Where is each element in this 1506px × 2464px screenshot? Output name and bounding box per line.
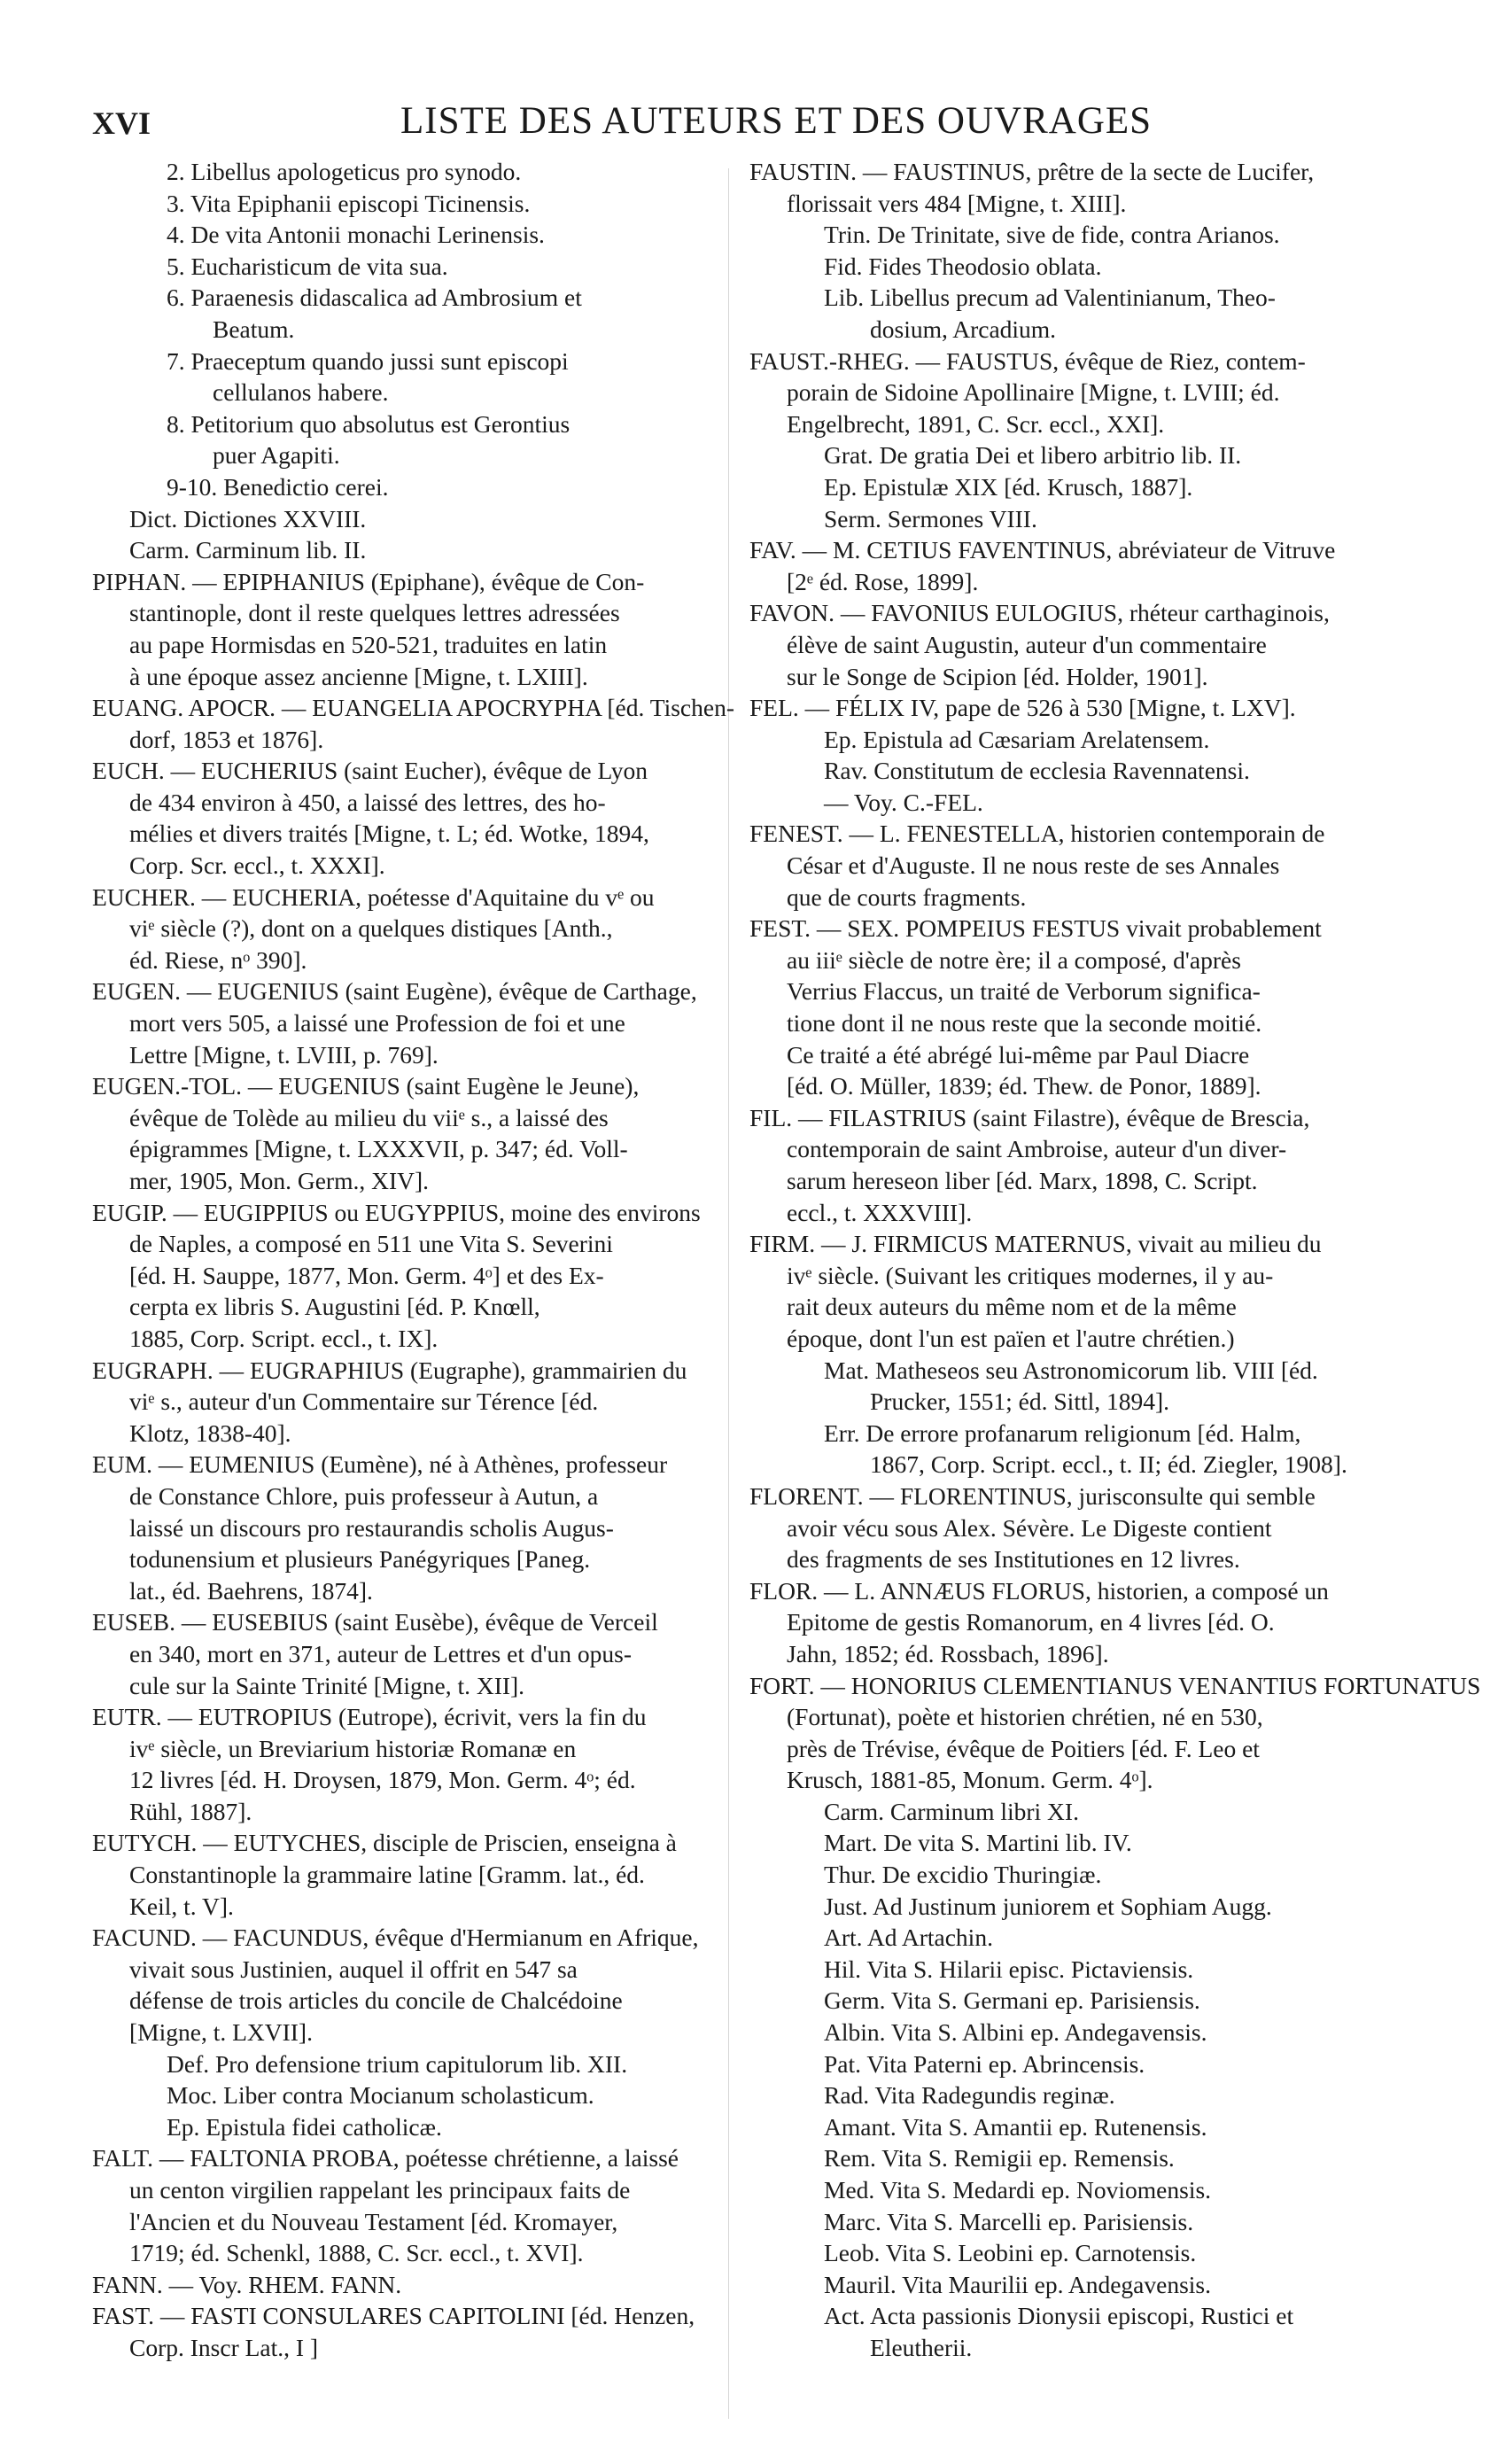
text-line: FIL. — FILASTRIUS (saint Filastre), évêque de Brescia, bbox=[749, 1103, 1310, 1131]
text-line: Lib. Libellus precum ad Valentinianum, Theo- bbox=[824, 284, 1276, 312]
text-line: [éd. H. Sauppe, 1877, Mon. Germ. 4ᵒ] et des Ex- bbox=[129, 1261, 604, 1289]
text-line: EUGRAPH. — EUGRAPHIUS (Eugraphe), grammairien du bbox=[92, 1356, 687, 1384]
text-line: ivᵉ siècle. (Suivant les critiques modernes, il y au- bbox=[787, 1261, 1274, 1289]
text-line: FEST. — SEX. POMPEIUS FESTUS vivait probablement bbox=[749, 914, 1322, 943]
text-line: EUCHER. — EUCHERIA, poétesse d'Aquitaine du vᵉ ou bbox=[92, 882, 655, 911]
text-line: Rav. Constitutum de ecclesia Ravennatensi. bbox=[824, 757, 1250, 785]
text-line: un centon virgilien rappelant les principaux faits de bbox=[129, 2176, 631, 2204]
text-line: sarum hereseon liber [éd. Marx, 1898, C. Script. bbox=[787, 1167, 1258, 1194]
text-line: de Constance Chlore, puis professeur à Autun, a bbox=[129, 1481, 599, 1510]
text-line: Mauril. Vita Maurilii ep. Andegavensis. bbox=[824, 2270, 1212, 2298]
text-line: de Naples, a composé en 511 une Vita S. Severini bbox=[129, 1230, 613, 1258]
text-line: FAUST.-RHEG. — FAUSTUS, évêque de Riez, contem- bbox=[749, 346, 1306, 375]
text-line: Marc. Vita S. Marcelli ep. Parisiensis. bbox=[824, 2207, 1194, 2235]
text-line: époque, dont l'un est païen et l'autre chrétien.) bbox=[787, 1324, 1235, 1352]
text-line: Engelbrecht, 1891, C. Scr. eccl., XXI]. bbox=[787, 409, 1165, 438]
text-line: avoir vécu sous Alex. Sévère. Le Digeste contient bbox=[787, 1513, 1272, 1542]
text-line: 1719; éd. Schenkl, 1888, C. Scr. eccl., t. XVI]. bbox=[129, 2239, 584, 2267]
text-line: évêque de Tolède au milieu du viiᵉ s., a laissé des bbox=[129, 1103, 609, 1131]
text-line: EUM. — EUMENIUS (Eumène), né à Athènes, professeur bbox=[92, 1450, 668, 1479]
text-line: FAV. — M. CETIUS FAVENTINUS, abréviateur de Vitruve bbox=[749, 536, 1336, 564]
text-line: Keil, t. V]. bbox=[129, 1892, 234, 1920]
text-line: FORT. — HONORIUS CLEMENTIANUS VENANTIUS FORTUNATUS bbox=[749, 1671, 1481, 1699]
text-line: todunensium et plusieurs Panégyriques [Paneg. bbox=[129, 1545, 591, 1574]
text-line: Jahn, 1852; éd. Rossbach, 1896]. bbox=[787, 1639, 1109, 1667]
text-line: 12 livres [éd. H. Droysen, 1879, Mon. Germ. 4ᵒ; éd. bbox=[129, 1766, 636, 1794]
text-line: dorf, 1853 et 1876]. bbox=[129, 725, 324, 753]
text-line: Leob. Vita S. Leobini ep. Carnotensis. bbox=[824, 2239, 1197, 2267]
text-line: 2. Libellus apologeticus pro synodo. bbox=[167, 158, 522, 185]
text-line: 6. Paraenesis didascalica ad Ambrosium et bbox=[167, 284, 582, 312]
text-line: Art. Ad Artachin. bbox=[824, 1924, 993, 1952]
text-line: Rühl, 1887]. bbox=[129, 1797, 252, 1825]
text-line: 9-10. Benedictio cerei. bbox=[167, 472, 389, 501]
page-number: XVI bbox=[92, 105, 151, 141]
text-line: Corp. Inscr Lat., I ] bbox=[129, 2333, 319, 2361]
text-line: 3. Vita Epiphanii episcopi Ticinensis. bbox=[167, 189, 531, 217]
text-line: mort vers 505, a laissé une Profession de foi et une bbox=[129, 1009, 625, 1038]
text-line: mélies et divers traités [Migne, t. L; éd. Wotke, 1894, bbox=[129, 820, 649, 848]
text-line: FEL. — FÉLIX IV, pape de 526 à 530 [Migne, t. LXV]. bbox=[749, 694, 1296, 722]
column-divider bbox=[728, 168, 729, 2419]
text-line: Germ. Vita S. Germani ep. Parisiensis. bbox=[824, 1986, 1200, 2015]
right-column bbox=[749, 156, 1481, 2364]
text-line: au iiiᵉ siècle de notre ère; il a composé, d'après bbox=[787, 945, 1241, 974]
text-line: FACUND. — FACUNDUS, évêque d'Hermianum en Afrique, bbox=[92, 1924, 699, 1952]
text-line: Ep. Epistula ad Cæsariam Arelatensem. bbox=[824, 725, 1210, 753]
text-line: [2ᵉ éd. Rose, 1899]. bbox=[787, 567, 979, 595]
text-line: Err. De errore profanarum religionum [éd. Halm, bbox=[824, 1419, 1301, 1447]
text-line: cerpta ex libris S. Augustini [éd. P. Knœll, bbox=[129, 1293, 540, 1321]
text-line: lat., éd. Baehrens, 1874]. bbox=[129, 1576, 373, 1605]
text-line: FLOR. — L. ANNÆUS FLORUS, historien, a composé un bbox=[749, 1576, 1329, 1605]
text-line: 8. Petitorium quo absolutus est Gerontius bbox=[167, 409, 571, 438]
text-line: Mat. Matheseos seu Astronomicorum lib. VIII [éd. bbox=[824, 1356, 1318, 1384]
text-line: FLORENT. — FLORENTINUS, jurisconsulte qui semble bbox=[749, 1481, 1316, 1510]
text-line: 4. De vita Antonii monachi Lerinensis. bbox=[167, 221, 545, 249]
text-line: Ce traité a été abrégé lui-même par Paul Diacre bbox=[787, 1040, 1250, 1069]
text-line: cule sur la Sainte Trinité [Migne, t. XII]. bbox=[129, 1671, 525, 1699]
text-line: puer Agapiti. bbox=[213, 441, 340, 470]
text-line: Just. Ad Justinum juniorem et Sophiam Augg. bbox=[824, 1892, 1272, 1920]
text-line: Act. Acta passionis Dionysii episcopi, Rustici et bbox=[824, 2302, 1294, 2330]
left-column bbox=[92, 156, 735, 2364]
text-line: EUCH. — EUCHERIUS (saint Eucher), évêque de Lyon bbox=[92, 757, 648, 785]
text-line: FIRM. — J. FIRMICUS MATERNUS, vivait au milieu du bbox=[749, 1230, 1322, 1258]
text-line: Prucker, 1551; éd. Sittl, 1894]. bbox=[870, 1387, 1170, 1416]
text-line: [éd. O. Müller, 1839; éd. Thew. de Ponor, 1889]. bbox=[787, 1072, 1261, 1100]
text-line: contemporain de saint Ambroise, auteur d'un diver- bbox=[787, 1135, 1287, 1163]
text-line: des fragments de ses Institutiones en 12 livres. bbox=[787, 1545, 1240, 1574]
running-title: LISTE DES AUTEURS ET DES OUVRAGES bbox=[400, 100, 1153, 142]
text-line: FANN. — Voy. RHEM. FANN. bbox=[92, 2270, 402, 2298]
text-line: sur le Songe de Scipion [éd. Holder, 1901]. bbox=[787, 662, 1208, 690]
text-line: Beatum. bbox=[213, 315, 295, 343]
text-line: élève de saint Augustin, auteur d'un commentaire bbox=[787, 630, 1267, 658]
text-line: tione dont il ne nous reste que la seconde moitié. bbox=[787, 1009, 1262, 1038]
text-line: porain de Sidoine Apollinaire [Migne, t. LVIII; éd. bbox=[787, 378, 1280, 407]
text-line: florissait vers 484 [Migne, t. XIII]. bbox=[787, 189, 1127, 217]
text-line: FALT. — FALTONIA PROBA, poétesse chrétienne, a laissé bbox=[92, 2144, 679, 2173]
text-line: EUTR. — EUTROPIUS (Eutrope), écrivit, vers la fin du bbox=[92, 1703, 647, 1731]
text-line: Dict. Dictiones XXVIII. bbox=[129, 504, 367, 532]
text-line: ivᵉ siècle, un Breviarium historiæ Romanæ en bbox=[129, 1734, 577, 1762]
text-line: Amant. Vita S. Amantii ep. Rutenensis. bbox=[824, 2112, 1207, 2141]
text-line: viᵉ s., auteur d'un Commentaire sur Térence [éd. bbox=[129, 1387, 599, 1416]
text-line: EUTYCH. — EUTYCHES, disciple de Priscien, enseigna à bbox=[92, 1829, 677, 1857]
text-line: dosium, Arcadium. bbox=[870, 315, 1057, 343]
text-line: viᵉ siècle (?), dont on a quelques distiques [Anth., bbox=[129, 914, 613, 943]
text-line: EUANG. APOCR. — EUANGELIA APOCRYPHA [éd. Tischen- bbox=[92, 694, 735, 722]
text-line: au pape Hormisdas en 520-521, traduites en latin bbox=[129, 630, 608, 658]
text-line: Ep. Epistula fidei catholicæ. bbox=[167, 2112, 442, 2141]
text-line: Def. Pro defensione trium capitulorum lib. XII. bbox=[167, 2049, 628, 2078]
text-line: Rem. Vita S. Remigii ep. Remensis. bbox=[824, 2144, 1175, 2173]
text-line: EUGEN. — EUGENIUS (saint Eugène), évêque de Carthage, bbox=[92, 977, 697, 1006]
text-line: EUGEN.-TOL. — EUGENIUS (saint Eugène le Jeune), bbox=[92, 1072, 640, 1100]
text-line: en 340, mort en 371, auteur de Lettres et d'un opus- bbox=[129, 1639, 633, 1667]
text-line: [Migne, t. LXVII]. bbox=[129, 2018, 313, 2047]
text-line: Corp. Scr. eccl., t. XXXI]. bbox=[129, 851, 385, 880]
text-line: Thur. De excidio Thuringiæ. bbox=[824, 1861, 1102, 1889]
text-line: EUSEB. — EUSEBIUS (saint Eusèbe), évêque de Verceil bbox=[92, 1608, 658, 1636]
text-line: Pat. Vita Paterni ep. Abrincensis. bbox=[824, 2049, 1145, 2078]
text-line: Klotz, 1838-40]. bbox=[129, 1419, 291, 1447]
text-line: FENEST. — L. FENESTELLA, historien contemporain de bbox=[749, 820, 1325, 848]
text-line: cellulanos habere. bbox=[213, 378, 389, 407]
text-line: 5. Eucharisticum de vita sua. bbox=[167, 252, 448, 280]
text-line: 1885, Corp. Script. eccl., t. IX]. bbox=[129, 1324, 439, 1352]
text-line: Constantinople la grammaire latine [Gramm. lat., éd. bbox=[129, 1861, 645, 1889]
text-line: l'Ancien et du Nouveau Testament [éd. Kromayer, bbox=[129, 2207, 618, 2235]
text-line: Carm. Carminum lib. II. bbox=[129, 536, 367, 564]
text-line: Ep. Epistulæ XIX [éd. Krusch, 1887]. bbox=[824, 472, 1193, 501]
text-line: Med. Vita S. Medardi ep. Noviomensis. bbox=[824, 2176, 1212, 2204]
text-line: Carm. Carminum libri XI. bbox=[824, 1797, 1079, 1825]
text-line: Verrius Flaccus, un traité de Verborum significa- bbox=[787, 977, 1261, 1006]
text-line: que de courts fragments. bbox=[787, 882, 1027, 911]
text-line: défense de trois articles du concile de Chalcédoine bbox=[129, 1986, 623, 2015]
text-line: César et d'Auguste. Il ne nous reste de ses Annales bbox=[787, 851, 1280, 880]
text-line: à une époque assez ancienne [Migne, t. LXIII]. bbox=[129, 662, 588, 690]
text-line: Serm. Sermones VIII. bbox=[824, 504, 1037, 532]
text-line: de 434 environ à 450, a laissé des lettres, des ho- bbox=[129, 788, 606, 816]
text-line: Mart. De vita S. Martini lib. IV. bbox=[824, 1829, 1132, 1857]
text-line: PIPHAN. — EPIPHANIUS (Epiphane), évêque de Con- bbox=[92, 567, 645, 595]
text-line: FAUSTIN. — FAUSTINUS, prêtre de la secte de Lucifer, bbox=[749, 158, 1315, 185]
text-line: FAST. — FASTI CONSULARES CAPITOLINI [éd. Henzen, bbox=[92, 2302, 695, 2330]
text-line: Krusch, 1881-85, Monum. Germ. 4ᵒ]. bbox=[787, 1766, 1153, 1794]
text-line: 7. Praeceptum quando jussi sunt episcopi bbox=[167, 346, 569, 375]
page-header bbox=[92, 99, 1421, 152]
text-line: Hil. Vita S. Hilarii episc. Pictaviensis. bbox=[824, 1955, 1194, 1983]
text-line: mer, 1905, Mon. Germ., XIV]. bbox=[129, 1167, 430, 1194]
text-line: vivait sous Justinien, auquel il offrit en 547 sa bbox=[129, 1955, 578, 1983]
text-line: stantinople, dont il reste quelques lettres adressées bbox=[129, 599, 620, 627]
text-line: laissé un discours pro restaurandis scholis Augus- bbox=[129, 1513, 614, 1542]
text-line: éd. Riese, nᵒ 390]. bbox=[129, 945, 307, 974]
text-line: Grat. De gratia Dei et libero arbitrio lib. II. bbox=[824, 441, 1242, 470]
text-line: 1867, Corp. Script. eccl., t. II; éd. Ziegler, 1908]. bbox=[870, 1450, 1347, 1479]
text-line: rait deux auteurs du même nom et de la même bbox=[787, 1293, 1237, 1321]
text-line: — Voy. C.-FEL. bbox=[824, 788, 983, 816]
text-line: Moc. Liber contra Mocianum scholasticum. bbox=[167, 2081, 594, 2110]
text-line: eccl., t. XXXVIII]. bbox=[787, 1198, 973, 1226]
text-line: Lettre [Migne, t. LVIII, p. 769]. bbox=[129, 1040, 439, 1069]
text-line: Trin. De Trinitate, sive de fide, contra Arianos. bbox=[824, 221, 1280, 249]
text-line: Epitome de gestis Romanorum, en 4 livres [éd. O. bbox=[787, 1608, 1275, 1636]
text-line: épigrammes [Migne, t. LXXXVII, p. 347; éd. Voll- bbox=[129, 1135, 628, 1163]
text-line: Fid. Fides Theodosio oblata. bbox=[824, 252, 1102, 280]
text-line: près de Trévise, évêque de Poitiers [éd. F. Leo et bbox=[787, 1734, 1260, 1762]
text-line: Eleutherii. bbox=[870, 2333, 973, 2361]
text-line: EUGIP. — EUGIPPIUS ou EUGYPPIUS, moine des environs bbox=[92, 1198, 701, 1226]
text-line: (Fortunat), poète et historien chrétien, né en 530, bbox=[787, 1703, 1263, 1731]
text-line: Rad. Vita Radegundis reginæ. bbox=[824, 2081, 1115, 2110]
text-line: Albin. Vita S. Albini ep. Andegavensis. bbox=[824, 2018, 1207, 2047]
text-line: FAVON. — FAVONIUS EULOGIUS, rhéteur carthaginois, bbox=[749, 599, 1330, 627]
